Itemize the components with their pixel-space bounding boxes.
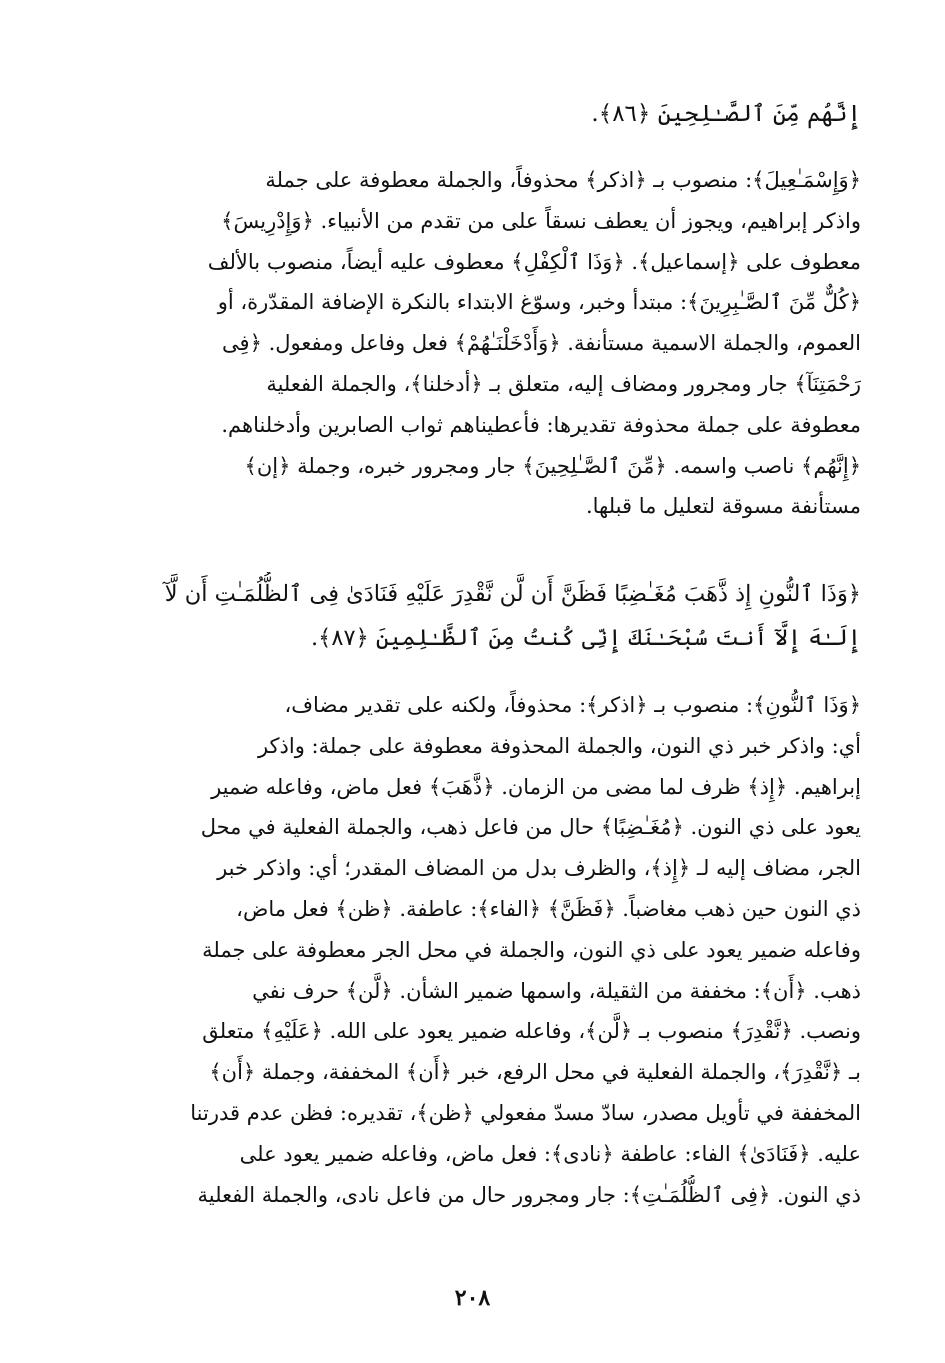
commentary-paragraph-2 [86,685,861,1215]
text-line: رَحْمَتِنَآ﴾ جار ومجرور ومضاف إليه، متعلق بـ ﴿أدخلنا﴾، والجملة الفعلية [266,371,861,396]
text-line: الجر، مضاف إليه لـ ﴿إِذ﴾، والظرف بدل من المضاف المقدر؛ أي: واذكر خبر [217,856,861,881]
text-line: ﴿إِنَّهُم﴾ ناصب واسمه. ﴿مِّنَ ٱلصَّـٰلِحِينَ﴾ جار ومجرور خبره، وجملة ﴿إن﴾ [244,453,861,478]
text-line: ذي النون. ﴿فِى ٱلظُّلُمَـٰتِ﴾: جار ومجرور حال من فاعل نادى، والجملة الفعلية [197,1182,861,1207]
verse-86-ending [86,92,861,136]
text-line: عليه. ﴿فَنَادَىٰ﴾ الفاء: عاطفة ﴿نادى﴾: فعل ماض، وفاعله ضمير يعود على [239,1141,861,1166]
text-line: معطوف على ﴿إسماعيل﴾. ﴿وَذَا ٱلْكِفْلِ﴾ معطوف عليه أيضاً، منصوب بالألف [207,249,861,274]
text-line: ونصب. ﴿نَّقْدِرَ﴾ منصوب بـ ﴿لَّن﴾، وفاعله ضمير يعود على الله. ﴿عَلَيْهِ﴾ متعلق [202,1019,861,1044]
commentary-paragraph-1 [86,160,861,527]
text-line: ذهب. ﴿أَن﴾: مخففة من الثقيلة، واسمها ضمير الشأن. ﴿لَّن﴾ حرف نفي [252,978,861,1003]
verse-line: إِنَّهُم مِّنَ ٱلصَّـٰلِحِينَ ﴿٨٦﴾. [591,101,861,127]
text-line: معطوفة على جملة محذوفة تقديرها: فأعطيناهم ثواب الصابرين وأدخلناهم. [221,412,861,437]
text-line: العموم، والجملة الاسمية مستأنفة. ﴿وَأَدْخَلْنَـٰهُمْ﴾ فعل وفاعل ومفعول. ﴿فِى [222,331,861,356]
verse-87 [86,572,861,660]
page-number: ٢٠٨ [454,1285,491,1311]
text-line: مستأنفة مسوقة لتعليل ما قبلها. [585,494,861,519]
text-line: ذي النون حين ذهب مغاضباً. ﴿فَظَنَّ﴾ ﴿الفاء﴾: عاطفة. ﴿ظن﴾ فعل ماض، [236,896,861,921]
text-line: ﴿وَإِسْمَـٰعِيلَ﴾: منصوب بـ ﴿اذكر﴾ محذوفاً، والجملة معطوفة على جملة [265,168,861,192]
text-line: المخففة في تأويل مصدر، سادّ مسدّ مفعولي ﴿ظن﴾، تقديره: فظن عدم قدرتنا [190,1100,861,1125]
text-line: ﴿وَذَا ٱلنُّونِ﴾: منصوب بـ ﴿اذكر﴾: محذوفاً، ولكنه على تقدير مضاف، [284,693,861,717]
text-line: إبراهيم. ﴿إِذ﴾ ظرف لما مضى من الزمان. ﴿ذَّهَبَ﴾ فعل ماض، وفاعله ضمير [211,774,861,799]
text-line: وفاعله ضمير يعود على ذي النون، والجملة في محل الجر معطوفة على جملة [202,937,861,962]
verse-line: إِلَـٰهَ إِلَّآ أَنتَ سُبْحَـٰنَكَ إِنِّى كُنتُ مِنَ ٱلظَّـٰلِمِينَ ﴿٨٧﴾. [311,625,861,651]
text-line: بـ ﴿نَّقْدِرَ﴾، والجملة الفعلية في محل الرفع، خبر ﴿أَن﴾ المخففة، وجملة ﴿أَن﴾ [209,1060,861,1085]
verse-line: ﴿وَذَا ٱلنُّونِ إِذ ذَّهَبَ مُغَـٰضِبًا فَظَنَّ أَن لَّن نَّقْدِرَ عَلَيْهِ فَنَادَىٰ فِى ٱلظُّلُمَـٰتِ أَن لَّآ [164,581,861,607]
text-line: يعود على ذي النون. ﴿مُغَـٰضِبًا﴾ حال من فاعل ذهب، والجملة الفعلية في محل [200,815,861,840]
text-line: واذكر إبراهيم، ويجوز أن يعطف نسقاً على من تقدم من الأنبياء. ﴿وَإِدْرِيسَ﴾ [221,208,861,233]
text-line: ﴿كُلٌّ مِّنَ ٱلصَّـٰبِرِينَ﴾: مبتدأ وخبر، وسوّغ الابتداء بالنكرة الإضافة المقدّرة، أو [217,290,861,315]
text-line: أي: واذكر خبر ذي النون، والجملة المحذوفة معطوفة على جملة: واذكر [257,733,861,758]
